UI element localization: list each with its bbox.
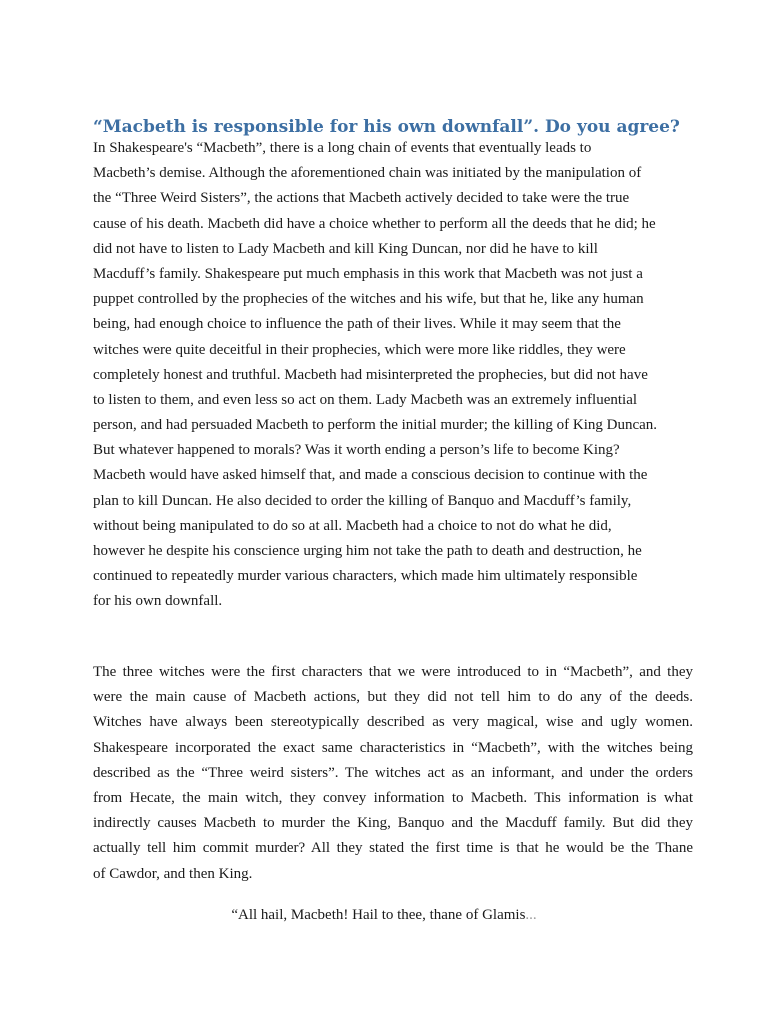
text-line: But whatever happened to morals? Was it worth ending a person’s life to become King? [93,442,620,459]
quote-ellipsis: ... [525,907,537,923]
text-line: Macbeth’s demise. Although the aforementioned chain was initiated by the manipulation of [93,165,642,182]
text-line: to listen to them, and even less so act on them. Lady Macbeth was an extremely influential [93,391,638,408]
text-line: completely honest and truthful. Macbeth had misinterpreted the prophecies, but did not have [93,366,648,383]
text-line: the “Three Weird Sisters”, the actions that Macbeth actively decided to take were the true [93,190,630,207]
text-line: continued to repeatedly murder various characters, which made him ultimately responsible [93,568,638,585]
text-line: however he despite his conscience urging him not take the path to death and destruction, he [93,543,642,559]
text-line: of Cawdor, and then King. [93,865,253,882]
text-line: being, had enough choice to influence the path of their lives. While it may seem that the [93,316,621,333]
paragraph-2 [93,660,693,887]
text-line: The three witches were the first characters that we were introduced to in “Macbeth”, and they [93,664,693,680]
text-line: for his own downfall. [93,593,223,610]
paragraph-1 [93,136,693,615]
text-line: actually tell him commit murder? All they stated the first time is that he would be the Thane [93,840,693,857]
text-line: without being manipulated to do so at all. Macbeth had a choice to not do what he did, [93,517,612,534]
text-line: Witches have always been stereotypically described as very magical, wise and ugly women. [93,714,693,731]
text-line: cause of his death. Macbeth did have a choice whether to perform all the deeds that he did; he [93,215,656,232]
text-line: Macbeth would have asked himself that, and made a conscious decision to continue with the [93,467,648,484]
text-line: did not have to listen to Lady Macbeth and kill King Duncan, nor did he have to kill [93,240,598,257]
text-line: plan to kill Duncan. He also decided to order the killing of Banquo and Macduff’s family, [93,492,632,509]
text-line: puppet controlled by the prophecies of the witches and his wife, but that he, like any human [93,291,644,308]
text-line: were the main cause of Macbeth actions, but they did not tell him to do any of the deeds. [93,689,693,706]
essay-title: “Macbeth is responsible for his own downfall”. Do you agree? [93,117,680,137]
block-quote [0,903,768,928]
text-line: indirectly causes Macbeth to murder the King, Banquo and the Macduff family. But did they [93,815,693,832]
text-line: person, and had persuaded Macbeth to perform the initial murder; the killing of King Duncan. [93,417,658,434]
text-line: Macduff’s family. Shakespeare put much emphasis in this work that Macbeth was not just a [93,265,643,282]
text-line: witches were quite deceitful in their prophecies, which were more like riddles, they were [93,341,626,358]
text-line: In Shakespeare's “Macbeth”, there is a long chain of events that eventually leads to [93,140,592,156]
text-line: Shakespeare incorporated the exact same characteristics in “Macbeth”, with the witches being [93,739,693,756]
quote-text: “All hail, Macbeth! Hail to thee, thane of Glamis [231,907,526,923]
text-line: described as the “Three weird sisters”. The witches act as an informant, and under the orders [93,764,693,781]
text-line: from Hecate, the main witch, they convey information to Macbeth. This information is what [93,789,693,806]
